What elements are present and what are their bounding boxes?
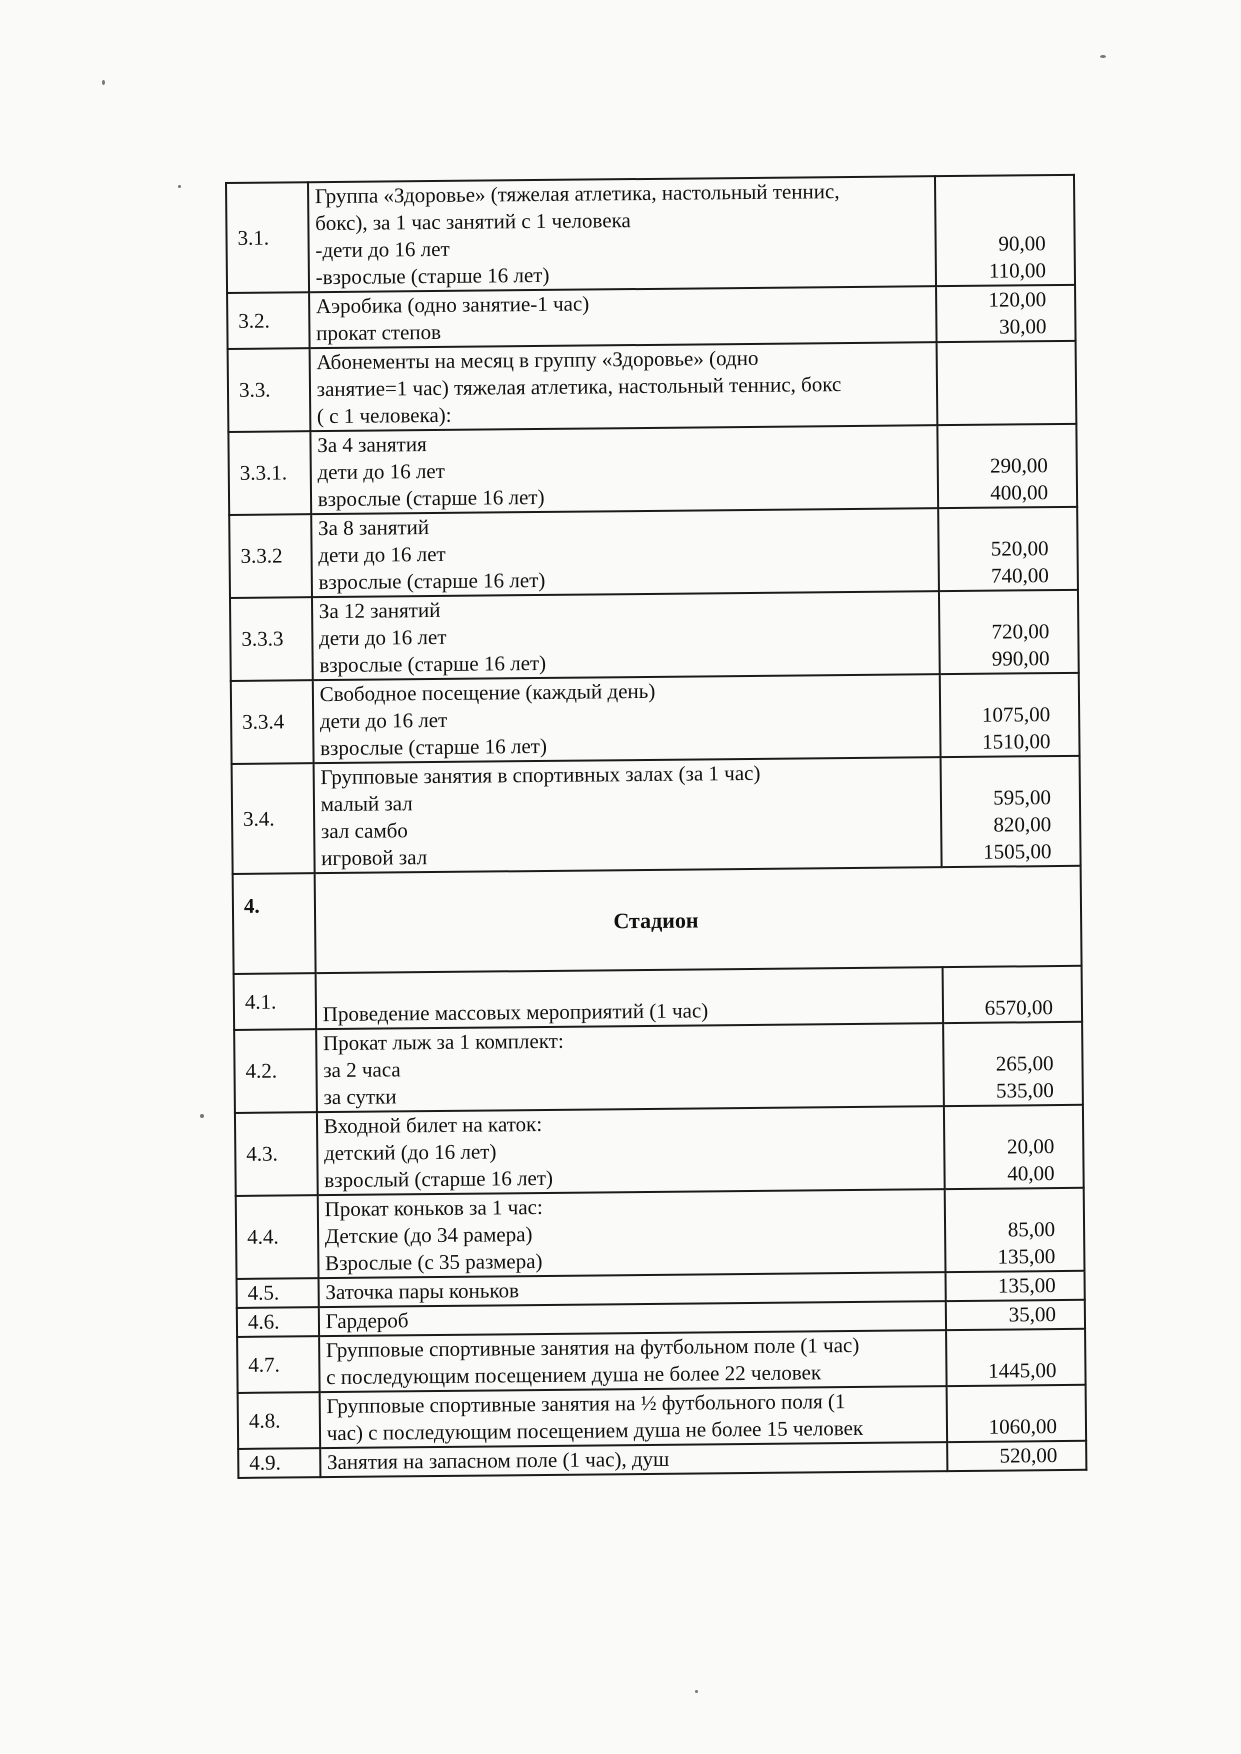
description-line: Аэробика (одно занятие-1 час) xyxy=(315,291,590,319)
section-row xyxy=(233,866,1082,974)
description-line: взрослые (старше 16 лет) xyxy=(319,650,547,678)
price-table xyxy=(225,174,1087,1479)
description-line: дети до 16 лет xyxy=(317,458,445,485)
item-description xyxy=(315,967,942,1029)
table-row xyxy=(231,673,1080,764)
item-price xyxy=(943,1105,1083,1189)
description-line: Группа «Здоровье» (тяжелая атлетика, настольный теннис, xyxy=(314,179,840,209)
section-title: Стадион xyxy=(314,866,1081,973)
item-price xyxy=(940,756,1081,867)
description-line: игровой зал xyxy=(321,845,428,871)
description-line: Взрослые (с 35 размера) xyxy=(325,1249,543,1276)
description-line: Проведение массовых мероприятий (1 час) xyxy=(322,998,709,1027)
description-line: за сутки xyxy=(323,1084,397,1110)
item-number: 3.1. xyxy=(226,182,309,293)
description-line: Детские (до 34 рамера) xyxy=(324,1222,533,1249)
item-description xyxy=(317,1189,945,1278)
table-row xyxy=(235,1105,1084,1196)
section-number: 4. xyxy=(233,873,316,974)
item-price xyxy=(938,590,1078,674)
description-line: ( с 1 человека): xyxy=(316,402,452,429)
price-value: 110,00 xyxy=(988,258,1046,283)
table-row xyxy=(229,507,1078,598)
price-value: 820,00 xyxy=(993,812,1052,837)
scan-speck xyxy=(200,1114,204,1118)
item-price xyxy=(946,1329,1086,1386)
price-value: 720,00 xyxy=(991,619,1050,644)
item-number: 3.3. xyxy=(228,348,311,432)
price-value: 520,00 xyxy=(990,536,1049,561)
description-line: Абонементы на месяц в группу «Здоровье» (одно xyxy=(316,345,759,375)
item-price xyxy=(936,285,1076,342)
description-line: зал самбо xyxy=(320,818,408,844)
item-number: 3.4. xyxy=(232,763,315,874)
item-price xyxy=(943,1022,1083,1106)
item-number: 4.3. xyxy=(235,1112,318,1196)
description-line: час) с последующим посещением душа не более 15 человек xyxy=(326,1415,864,1446)
table-row xyxy=(232,756,1081,874)
table-row xyxy=(234,966,1082,1030)
description-line: дети до 16 лет xyxy=(318,541,446,568)
table-row xyxy=(228,341,1077,432)
item-price xyxy=(936,341,1076,425)
item-price xyxy=(947,1441,1087,1471)
description-line: малый зал xyxy=(320,791,413,817)
item-number: 4.6. xyxy=(237,1307,319,1337)
price-value: 90,00 xyxy=(998,231,1046,256)
item-price xyxy=(938,507,1078,591)
description-line: занятие=1 час) тяжелая атлетика, настольный теннис, бокс xyxy=(316,372,842,402)
item-description xyxy=(309,342,937,431)
description-line: взрослые (старше 16 лет) xyxy=(320,733,548,761)
item-price xyxy=(945,1300,1085,1330)
description-line: Свободное посещение (каждый день) xyxy=(319,678,656,707)
scan-speck xyxy=(102,80,105,85)
item-price xyxy=(939,673,1079,757)
description-line: Групповые занятия в спортивных залах (за 1 час) xyxy=(320,760,761,790)
scan-speck xyxy=(1100,55,1106,58)
item-number: 3.3.2 xyxy=(229,514,312,598)
item-description xyxy=(310,425,938,514)
description-line: Прокат коньков за 1 час: xyxy=(324,1194,543,1222)
price-value: 1445,00 xyxy=(988,1358,1057,1383)
description-line: взрослый (старше 16 лет) xyxy=(324,1165,554,1193)
item-description xyxy=(320,1442,947,1477)
price-value: 1505,00 xyxy=(983,839,1052,864)
description-line: Прокат лыж за 1 комплект: xyxy=(322,1028,564,1056)
price-value: 290,00 xyxy=(989,453,1048,478)
item-number: 3.2. xyxy=(227,292,309,349)
description-line: Групповые спортивные занятия на ½ футбольного поля (1 xyxy=(326,1389,846,1419)
price-value: 135,00 xyxy=(997,1273,1056,1298)
price-value: 6570,00 xyxy=(984,995,1054,1020)
price-value: 1075,00 xyxy=(981,702,1051,727)
item-description xyxy=(319,1330,946,1392)
description-line: За 4 занятия xyxy=(317,432,427,458)
item-number: 4.1. xyxy=(234,973,316,1030)
price-table-body xyxy=(226,175,1086,1478)
item-price xyxy=(937,424,1077,508)
table-row xyxy=(237,1329,1085,1393)
description-line: за 2 часа xyxy=(323,1057,401,1083)
item-number: 4.5. xyxy=(237,1278,319,1308)
item-description xyxy=(309,286,936,348)
price-value: 520,00 xyxy=(999,1443,1058,1468)
price-value: 265,00 xyxy=(995,1051,1054,1076)
item-number: 3.3.1. xyxy=(228,431,311,515)
description-line: За 8 занятий xyxy=(317,515,430,541)
item-number: 4.2. xyxy=(234,1029,317,1113)
description-line: взрослые (старше 16 лет) xyxy=(318,567,546,595)
price-value: 40,00 xyxy=(1007,1161,1055,1186)
table-row xyxy=(238,1385,1086,1449)
price-value: 1510,00 xyxy=(982,729,1051,754)
description-line: Гардероб xyxy=(325,1308,409,1334)
table-row xyxy=(228,424,1077,515)
item-description xyxy=(319,1386,946,1448)
item-price xyxy=(935,175,1076,286)
description-line: детский (до 16 лет) xyxy=(323,1139,497,1166)
table-row xyxy=(234,1022,1083,1113)
price-value: 990,00 xyxy=(991,646,1050,671)
price-value: 20,00 xyxy=(1006,1134,1055,1159)
table-row xyxy=(227,285,1075,349)
description-line: -взрослые (старше 16 лет) xyxy=(315,262,550,290)
item-description xyxy=(313,674,941,763)
description-line: Входной билет на каток: xyxy=(323,1112,543,1139)
item-price xyxy=(944,1188,1084,1272)
price-value: 740,00 xyxy=(990,563,1049,588)
item-description xyxy=(316,1023,944,1112)
price-value: 400,00 xyxy=(990,480,1049,505)
item-description xyxy=(311,508,939,597)
description-line: дети до 16 лет xyxy=(319,624,447,651)
price-value: 135,00 xyxy=(997,1244,1056,1269)
price-value: 30,00 xyxy=(999,314,1047,339)
table-row xyxy=(230,590,1079,681)
item-description xyxy=(312,591,940,680)
description-line: с последующим посещением душа не более 22 человек xyxy=(326,1360,822,1390)
item-description xyxy=(308,176,936,292)
description-line: Заточка пары коньков xyxy=(325,1278,520,1305)
price-value: 85,00 xyxy=(1007,1217,1056,1242)
item-price xyxy=(942,966,1082,1023)
item-price xyxy=(946,1385,1086,1442)
description-line: Занятия на запасном поле (1 час), душ xyxy=(326,1446,670,1475)
scan-speck xyxy=(695,1690,698,1693)
item-number: 4.4. xyxy=(236,1195,319,1279)
item-description xyxy=(313,757,941,873)
price-value: 35,00 xyxy=(1008,1302,1057,1327)
description-line: взрослые (старше 16 лет) xyxy=(317,484,545,512)
price-value: 595,00 xyxy=(993,785,1052,810)
item-number: 4.7. xyxy=(237,1336,319,1393)
item-number: 3.3.4 xyxy=(231,680,314,764)
table-row xyxy=(236,1188,1085,1279)
scan-speck xyxy=(178,185,181,188)
price-value: 120,00 xyxy=(988,287,1047,312)
item-number: 4.9. xyxy=(238,1448,320,1478)
description-line: бокс), за 1 час занятий с 1 человека xyxy=(315,208,631,236)
description-line: дети до 16 лет xyxy=(319,707,448,734)
item-number: 3.3.3 xyxy=(230,597,313,681)
price-value: 535,00 xyxy=(995,1078,1054,1103)
description-line: За 12 занятий xyxy=(318,597,441,624)
description-line: Групповые спортивные занятия на футбольном поле (1 час) xyxy=(325,1332,860,1363)
description-line: -дети до 16 лет xyxy=(315,236,450,263)
item-description xyxy=(317,1106,945,1195)
item-price xyxy=(945,1271,1085,1301)
table-row xyxy=(226,175,1075,293)
description-line: прокат степов xyxy=(316,319,442,346)
item-number: 4.8. xyxy=(238,1392,320,1449)
price-value: 1060,00 xyxy=(988,1414,1058,1439)
